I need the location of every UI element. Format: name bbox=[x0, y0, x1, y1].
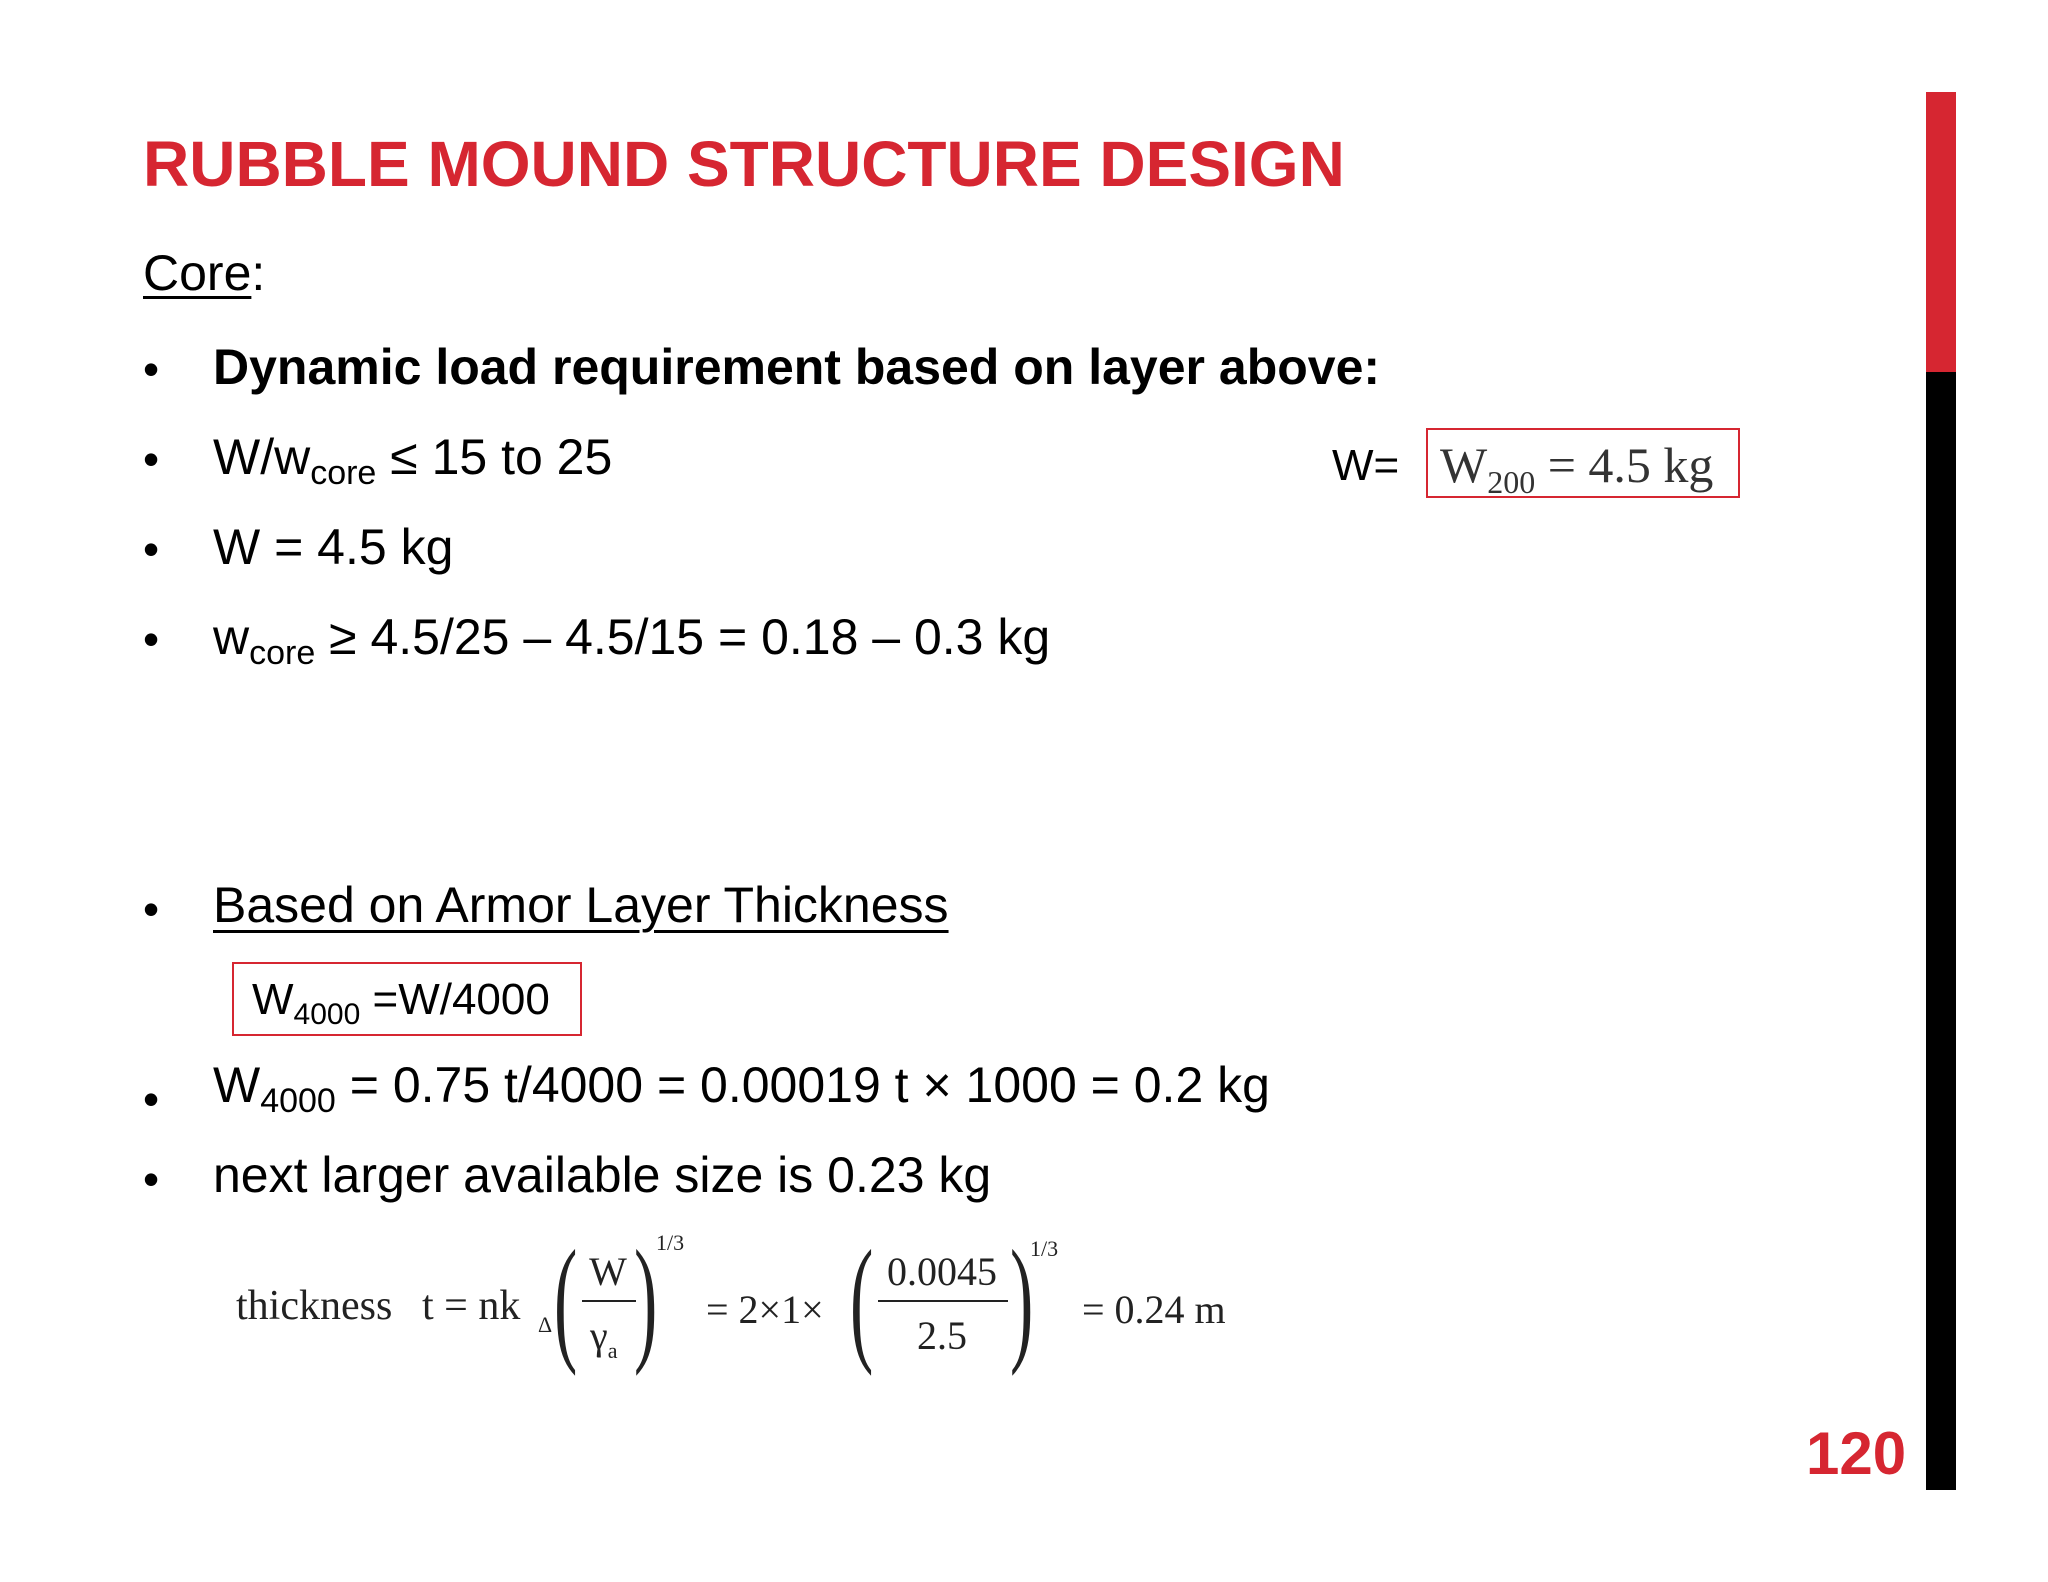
bullet-symbol: • bbox=[143, 613, 160, 665]
w4000calc-post: = 0.75 t/4000 = 0.00019 t × 1000 = 0.2 kg bbox=[335, 1057, 1270, 1113]
wcore-sub: core bbox=[249, 634, 316, 672]
formula-lhs: t = nk bbox=[422, 1283, 521, 1329]
ratio-post: ≤ 15 to 25 bbox=[376, 429, 613, 485]
bullet-armor-layer-heading: Based on Armor Layer Thickness bbox=[213, 877, 949, 933]
frac1-denominator bbox=[590, 1312, 617, 1364]
sidebar-accent-black bbox=[1926, 372, 1956, 1490]
frac1-bar bbox=[582, 1300, 636, 1302]
ratio-pre: W/w bbox=[213, 429, 311, 485]
section-heading bbox=[143, 245, 266, 301]
formula-exponent-1: 1/3 bbox=[656, 1230, 685, 1255]
paren-close-2: ) bbox=[1010, 1222, 1034, 1377]
paren-close-1: ) bbox=[634, 1222, 658, 1377]
w4000-sub: 4000 bbox=[293, 998, 361, 1031]
bullet-w-value: W = 4.5 kg bbox=[213, 519, 454, 575]
bullet-dynamic-load: Dynamic load requirement based on layer above: bbox=[213, 339, 1381, 395]
formula-exponent-2: 1/3 bbox=[1030, 1236, 1059, 1261]
frac1-numerator: W bbox=[589, 1249, 627, 1294]
formula-label: thickness bbox=[236, 1283, 393, 1329]
bullet-wcore-range bbox=[213, 609, 1051, 672]
w4000-post: =W/4000 bbox=[360, 975, 550, 1024]
wcore-post: ≥ 4.5/25 – 4.5/15 = 0.18 – 0.3 kg bbox=[315, 609, 1051, 665]
sidebar-accent-red bbox=[1926, 92, 1956, 372]
w200-sub: 200 bbox=[1487, 464, 1536, 500]
bullet-symbol: • bbox=[143, 433, 160, 485]
w200-post: = 4.5 kg bbox=[1535, 437, 1714, 493]
bullet-symbol: • bbox=[143, 523, 160, 575]
frac2-numerator: 0.0045 bbox=[887, 1249, 997, 1294]
formula-result: = 0.24 m bbox=[1082, 1287, 1226, 1332]
bullet-symbol: • bbox=[143, 1073, 160, 1125]
frac1-den-sub: a bbox=[607, 1338, 618, 1363]
w4000calc-pre: W bbox=[213, 1057, 261, 1113]
bullet-symbol: • bbox=[143, 343, 160, 395]
bullet-symbol: • bbox=[143, 1153, 160, 1205]
ratio-sub: core bbox=[310, 454, 377, 492]
w4000-formula-box bbox=[232, 962, 582, 1036]
w4000calc-sub: 4000 bbox=[260, 1082, 336, 1120]
bullet-w4000-calc bbox=[213, 1057, 1270, 1120]
page-number: 120 bbox=[1806, 1420, 1907, 1487]
slide-title: RUBBLE MOUND STRUCTURE DESIGN bbox=[143, 128, 1345, 200]
bullet-next-size: next larger available size is 0.23 kg bbox=[213, 1147, 992, 1203]
w-label: W= bbox=[1332, 441, 1400, 490]
frac1-den-symbol: γ bbox=[590, 1313, 608, 1358]
paren-open-1: ( bbox=[554, 1222, 578, 1377]
formula-middle: = 2×1× bbox=[706, 1287, 824, 1332]
wcore-pre: w bbox=[213, 609, 250, 665]
frac2-bar bbox=[878, 1300, 1008, 1302]
w4000-pre: W bbox=[252, 975, 294, 1024]
thickness-formula bbox=[236, 1222, 1246, 1377]
w200-equation-box bbox=[1426, 428, 1740, 498]
frac2-denominator: 2.5 bbox=[917, 1313, 967, 1358]
w200-pre: W bbox=[1440, 437, 1488, 493]
section-heading-colon: : bbox=[251, 245, 266, 301]
bullet-symbol: • bbox=[143, 883, 160, 935]
bullet-ratio bbox=[213, 429, 613, 492]
section-heading-text: Core bbox=[143, 245, 252, 301]
formula-delta: Δ bbox=[538, 1312, 553, 1337]
paren-open-2: ( bbox=[850, 1222, 874, 1377]
